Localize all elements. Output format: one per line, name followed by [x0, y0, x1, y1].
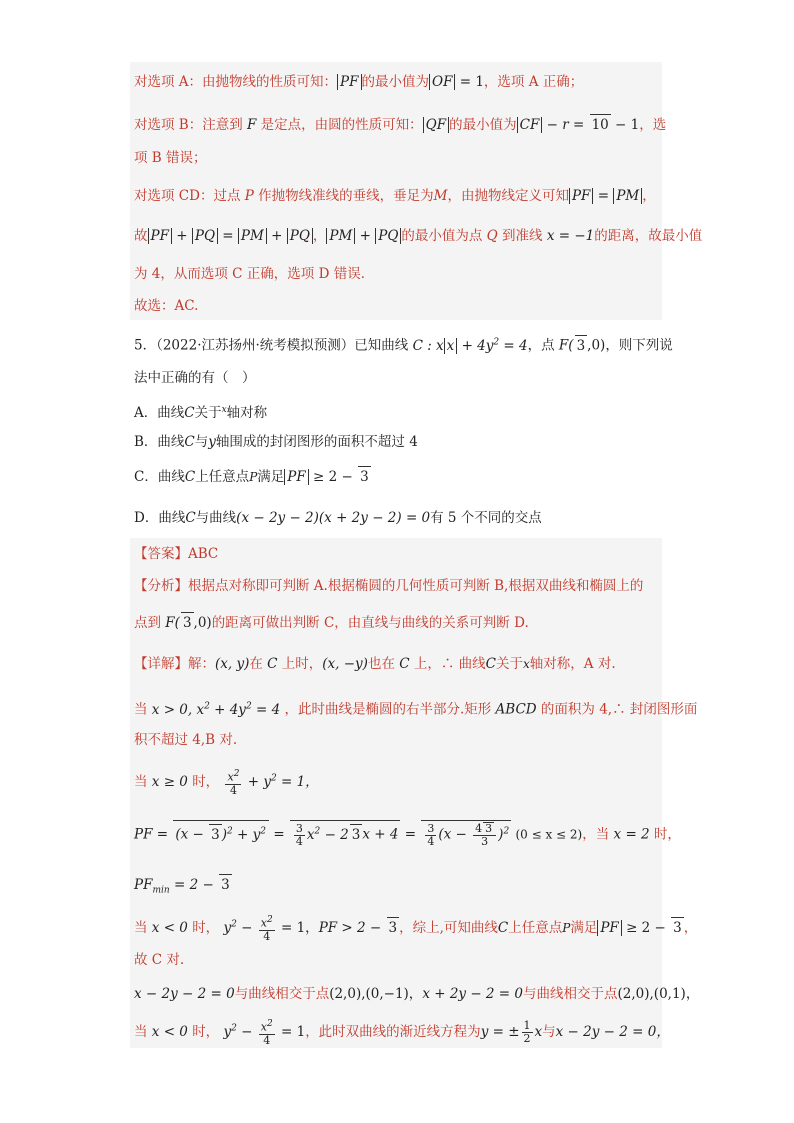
- detail-line-4: 当 x ≥ 0 时， $\frac{x^2}{4}$ + $y^2 = 1$，: [134, 769, 319, 797]
- detail-line-3: 积不超过 4,B 对.: [134, 732, 238, 748]
- line-option-b: 对选项 B：注意到 F 是定点，由圆的性质可知： QF 的最小值为 CF − r = 10 − 1，选: [134, 114, 666, 135]
- detail-line-1: 【详解】解：(x, y)在 C 上时，(x, −y)也在 C 上，∴ 曲线C关于x轴对称，A 对.: [134, 656, 616, 672]
- detail-line-9: x − 2y − 2 = 0与曲线相交于点(2,0),(0,−1)，x + 2y − 2 = 0与曲线相交于点(2,0),(0,1)，: [134, 986, 700, 1002]
- analysis-line-2: 点到 F( 3 ,0)的距离可做出判断 C，由直线与曲线的关系可判断 D.: [134, 612, 529, 633]
- line-gu: 故 PF + PQ = PM + PQ ， PM + PQ 的最小值为点 Q 到准线 x = −1的距离，故最小值: [134, 228, 703, 244]
- detail-line-2: 当 x > 0, $x^2 + 4y^2 = 4$ ，此时曲线是椭圆的右半部分.矩形 ABCD 的面积为 4,∴ 封闭图形面: [134, 701, 698, 718]
- question-5-stem-cont: 法中正确的有（ ）: [134, 370, 256, 386]
- detail-line-10: 当 x < 0 时， $y^2$ − $\frac{x^2}{4}$ = 1，此时双曲线的渐近线方程为y = ± $\frac{1}{2}$ x与x − 2y − 2 = 0，: [134, 1018, 670, 1047]
- detail-line-6: $PF_{min} = 2 - 3$: [134, 874, 232, 901]
- detail-line-7: 当 x < 0 时， $y^2$ − $\frac{x^2}{4}$ = 1，PF > 2 − 3 ，综上,可知曲线C上任意点P满足 PF ≥ 2 − 3 ，: [134, 915, 698, 943]
- line-option-cd: 对选项 CD：过点 P 作抛物线准线的垂线，垂足为M，由抛物线定义可知 PF = PM ，: [134, 188, 656, 204]
- answer-line: 【答案】ABC: [134, 546, 219, 562]
- option-b: B．曲线C与y轴围成的封闭图形的面积不超过 4: [134, 434, 418, 450]
- line-option-a: 对选项 A：由抛物线的性质可知： PF 的最小值为 OF = 1，选项 A 正确；: [134, 74, 584, 90]
- question-5-stem: 5．（2022·江苏扬州·统考模拟预测）已知曲线 C : x $x + 4y^2 = 4$，点 F( 3 ,0)，则下列说: [134, 332, 673, 356]
- option-c: C．曲线C上任意点P满足 PF ≥ 2 − 3: [134, 466, 371, 487]
- line-conclusion: 为 4，从而选项 C 正确，选项 D 错误．: [134, 266, 375, 282]
- line-option-b-cont: 项 B 错误；: [134, 150, 207, 166]
- line-choose: 故选：AC.: [134, 298, 199, 314]
- option-d: D．曲线C与曲线(x − 2y − 2)(x + 2y − 2) = 0有 5 个不同的交点: [134, 510, 542, 526]
- analysis-line-1: 【分析】根据点对称即可判断 A.根据椭圆的几何性质可判断 B,根据双曲线和椭圆上的: [134, 578, 644, 594]
- detail-line-8: 故 C 对.: [134, 952, 185, 968]
- detail-line-5: PF = (x − 3 )$^2 + y^2$ = $\frac{3}{4}$ $x^2 - 2$ 3 x + 4 = $\frac{3}{4}$ (x − $\frac{4 3}{3}$ )$^2$ (0 ≤ x ≤ 2)，当 x = 2 时，: [134, 821, 681, 848]
- option-a: A．曲线C关于$^x$轴对称: [134, 405, 268, 421]
